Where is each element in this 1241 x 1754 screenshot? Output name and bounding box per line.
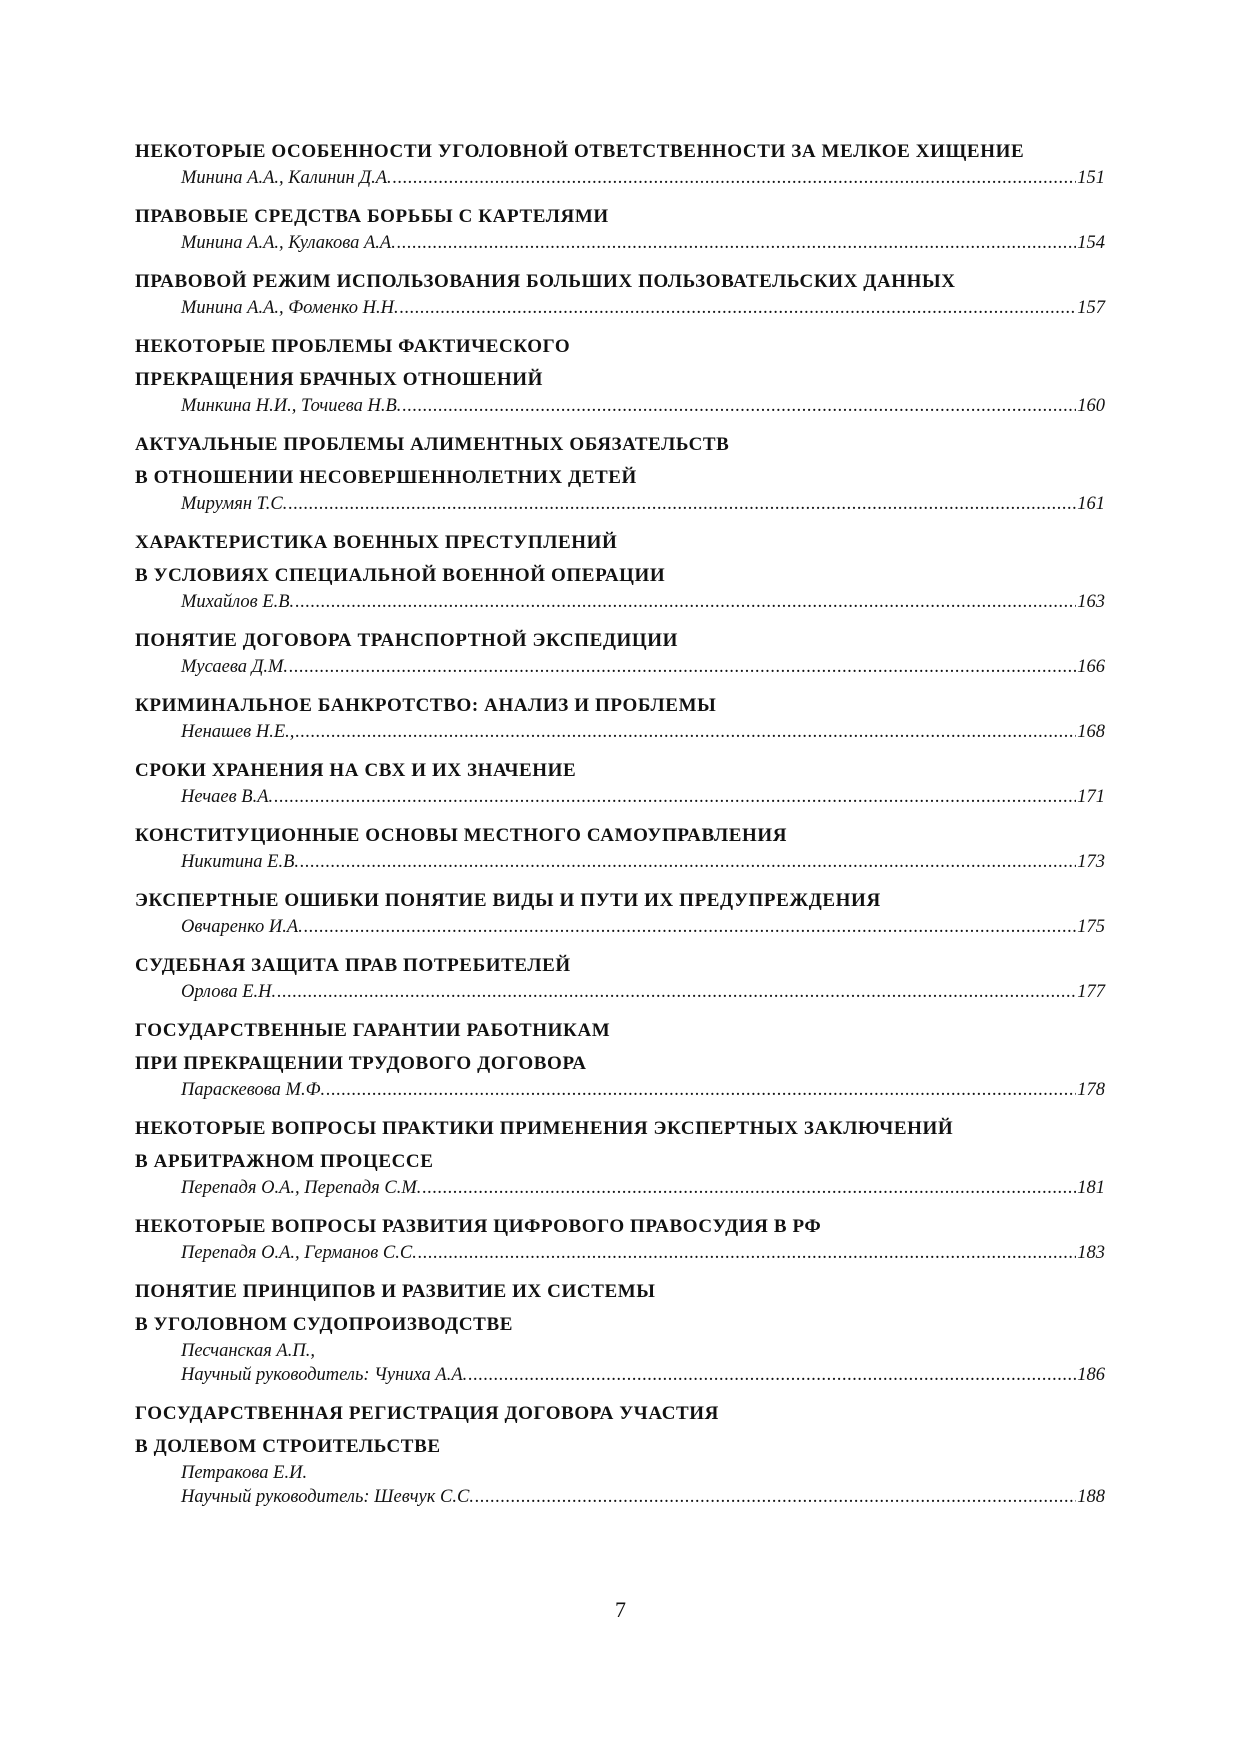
entry-leader-line [135,915,1105,939]
entry-page-number: 157 [1077,298,1105,318]
toc-entry[interactable] [135,270,1105,320]
entry-page-number: 151 [1077,168,1105,188]
toc-entry[interactable] [135,954,1105,1004]
entry-leader-line [135,720,1105,744]
entry-authors: Мирумян Т.С. [181,494,288,514]
entry-authors: Михайлов Е.В. [181,592,295,612]
entry-authors: Нечаев В.А. [181,787,274,807]
entry-title: ЭКСПЕРТНЫЕ ОШИБКИ ПОНЯТИЕ ВИДЫ И ПУТИ ИХ ПРЕДУПРЕЖДЕНИЯ [135,890,881,911]
dot-leader [468,1363,1076,1387]
dot-leader [475,1485,1076,1509]
entry-title: НЕКОТОРЫЕ ВОПРОСЫ ПРАКТИКИ ПРИМЕНЕНИЯ ЭКСПЕРТНЫХ ЗАКЛЮЧЕНИЙ [135,1118,954,1139]
entry-leader-line [135,980,1105,1004]
dot-leader [304,915,1076,939]
entry-page-number: 163 [1077,592,1105,612]
entry-title: ПОНЯТИЕ ПРИНЦИПОВ И РАЗВИТИЕ ИХ СИСТЕМЫ [135,1281,656,1302]
entry-title: В ОТНОШЕНИИ НЕСОВЕРШЕННОЛЕТНИХ ДЕТЕЙ [135,467,637,488]
entry-authors: Параскевова М.Ф. [181,1080,326,1100]
entry-authors: Никитина Е.В. [181,852,300,872]
toc-entry[interactable] [135,1280,1105,1387]
toc-entry[interactable] [135,889,1105,939]
entry-authors: Минина А.А., Фоменко Н.Н. [181,298,399,318]
toc-entry[interactable] [135,1402,1105,1509]
entry-page-number: 166 [1077,657,1105,677]
entry-authors: Орлова Е.Н. [181,982,277,1002]
entry-authors: Минина А.А., Кулакова А.А. [181,233,396,253]
entry-page-number: 186 [1077,1365,1105,1385]
entry-leader-line [135,166,1105,190]
entry-title: ПРЕКРАЩЕНИЯ БРАЧНЫХ ОТНОШЕНИЙ [135,369,544,390]
dot-leader [400,296,1077,320]
entry-page-number: 160 [1077,396,1105,416]
entry-title: КОНСТИТУЦИОННЫЕ ОСНОВЫ МЕСТНОГО САМОУПРАВЛЕНИЯ [135,825,788,846]
entry-title: НЕКОТОРЫЕ ВОПРОСЫ РАЗВИТИЯ ЦИФРОВОГО ПРАВОСУДИЯ В РФ [135,1216,822,1237]
entry-title: В ДОЛЕВОМ СТРОИТЕЛЬСТВЕ [135,1436,441,1457]
entry-leader-line [135,1078,1105,1102]
entry-title: В УГОЛОВНОМ СУДОПРОИЗВОДСТВЕ [135,1314,513,1335]
entry-title: В УСЛОВИЯХ СПЕЦИАЛЬНОЙ ВОЕННОЙ ОПЕРАЦИИ [135,565,666,586]
entry-page-number: 161 [1077,494,1105,514]
entry-author: Петракова Е.И. [181,1463,308,1483]
dot-leader [295,590,1076,614]
toc-entry[interactable] [135,694,1105,744]
toc-entry[interactable] [135,433,1105,516]
entry-title: СРОКИ ХРАНЕНИЯ НА СВХ И ИХ ЗНАЧЕНИЕ [135,760,577,781]
entry-authors: Научный руководитель: Шевчук С.С. [181,1487,474,1507]
dot-leader [422,1176,1076,1200]
entry-page-number: 173 [1077,852,1105,872]
entry-authors: Минина А.А., Калинин Д.А. [181,168,392,188]
dot-leader [289,655,1076,679]
dot-leader [397,231,1076,255]
entry-title: НЕКОТОРЫЕ ОСОБЕННОСТИ УГОЛОВНОЙ ОТВЕТСТВЕННОСТИ ЗА МЕЛКОЕ ХИЩЕНИЕ [135,141,1025,162]
entry-leader-line [135,231,1105,255]
dot-leader [288,492,1076,516]
entry-title: В АРБИТРАЖНОМ ПРОЦЕССЕ [135,1151,434,1172]
dot-leader [418,1241,1076,1265]
entry-leader-line [135,655,1105,679]
entry-authors: Мусаева Д.М. [181,657,289,677]
entry-page-number: 178 [1077,1080,1105,1100]
dot-leader [295,720,1076,744]
entry-authors: Овчаренко И.А. [181,917,303,937]
entry-author: Песчанская А.П., [181,1341,315,1361]
entry-authors: Минкина Н.И., Точиева Н.В. [181,396,402,416]
entry-leader-line [135,850,1105,874]
dot-leader [274,785,1076,809]
toc-entry[interactable] [135,1215,1105,1265]
dot-leader [402,394,1076,418]
dot-leader [300,850,1076,874]
toc-entry[interactable] [135,629,1105,679]
toc-entry[interactable] [135,824,1105,874]
entry-page-number: 175 [1077,917,1105,937]
entry-title: КРИМИНАЛЬНОЕ БАНКРОТСТВО: АНАЛИЗ И ПРОБЛЕМЫ [135,695,717,716]
entry-title: ХАРАКТЕРИСТИКА ВОЕННЫХ ПРЕСТУПЛЕНИЙ [135,532,618,553]
entry-authors: Перепадя О.А., Перепадя С.М. [181,1178,422,1198]
entry-title: ПОНЯТИЕ ДОГОВОРА ТРАНСПОРТНОЙ ЭКСПЕДИЦИИ [135,630,679,651]
entry-authors: Перепадя О.А., Германов С.С. [181,1243,417,1263]
toc-entry[interactable] [135,531,1105,614]
table-of-contents [135,140,1105,1524]
entry-title: ГОСУДАРСТВЕННЫЕ ГАРАНТИИ РАБОТНИКАМ [135,1020,611,1041]
toc-entry[interactable] [135,1019,1105,1102]
entry-leader-line [135,785,1105,809]
toc-entry[interactable] [135,759,1105,809]
entry-title: ПРИ ПРЕКРАЩЕНИИ ТРУДОВОГО ДОГОВОРА [135,1053,587,1074]
entry-leader-line [135,394,1105,418]
entry-authors: Научный руководитель: Чуниха А.А. [181,1365,468,1385]
entry-page-number: 171 [1077,787,1105,807]
page-number: 7 [615,1597,626,1622]
entry-authors: Ненашев Н.Е., [181,722,295,742]
entry-title: АКТУАЛЬНЫЕ ПРОБЛЕМЫ АЛИМЕНТНЫХ ОБЯЗАТЕЛЬСТВ [135,434,730,455]
toc-entry[interactable] [135,335,1105,418]
entry-leader-line [135,296,1105,320]
entry-page-number: 154 [1077,233,1105,253]
entry-page-number: 168 [1077,722,1105,742]
dot-leader [393,166,1077,190]
dot-leader [277,980,1076,1004]
entry-leader-line [135,1485,1105,1509]
entry-page-number: 183 [1077,1243,1105,1263]
dot-leader [326,1078,1076,1102]
entry-title: НЕКОТОРЫЕ ПРОБЛЕМЫ ФАКТИЧЕСКОГО [135,336,571,357]
entry-page-number: 188 [1077,1487,1105,1507]
entry-leader-line [135,1363,1105,1387]
entry-title: ГОСУДАРСТВЕННАЯ РЕГИСТРАЦИЯ ДОГОВОРА УЧАСТИЯ [135,1403,720,1424]
entry-leader-line [135,492,1105,516]
toc-entry[interactable] [135,205,1105,255]
entry-leader-line [135,1176,1105,1200]
entry-leader-line [135,1241,1105,1265]
entry-leader-line [135,590,1105,614]
toc-entry[interactable] [135,1117,1105,1200]
entry-title: ПРАВОВЫЕ СРЕДСТВА БОРЬБЫ С КАРТЕЛЯМИ [135,206,609,227]
entry-page-number: 177 [1077,982,1105,1002]
entry-title: ПРАВОВОЙ РЕЖИМ ИСПОЛЬЗОВАНИЯ БОЛЬШИХ ПОЛЬЗОВАТЕЛЬСКИХ ДАННЫХ [135,271,956,292]
entry-page-number: 181 [1077,1178,1105,1198]
entry-title: СУДЕБНАЯ ЗАЩИТА ПРАВ ПОТРЕБИТЕЛЕЙ [135,955,571,976]
toc-entry[interactable] [135,140,1105,190]
